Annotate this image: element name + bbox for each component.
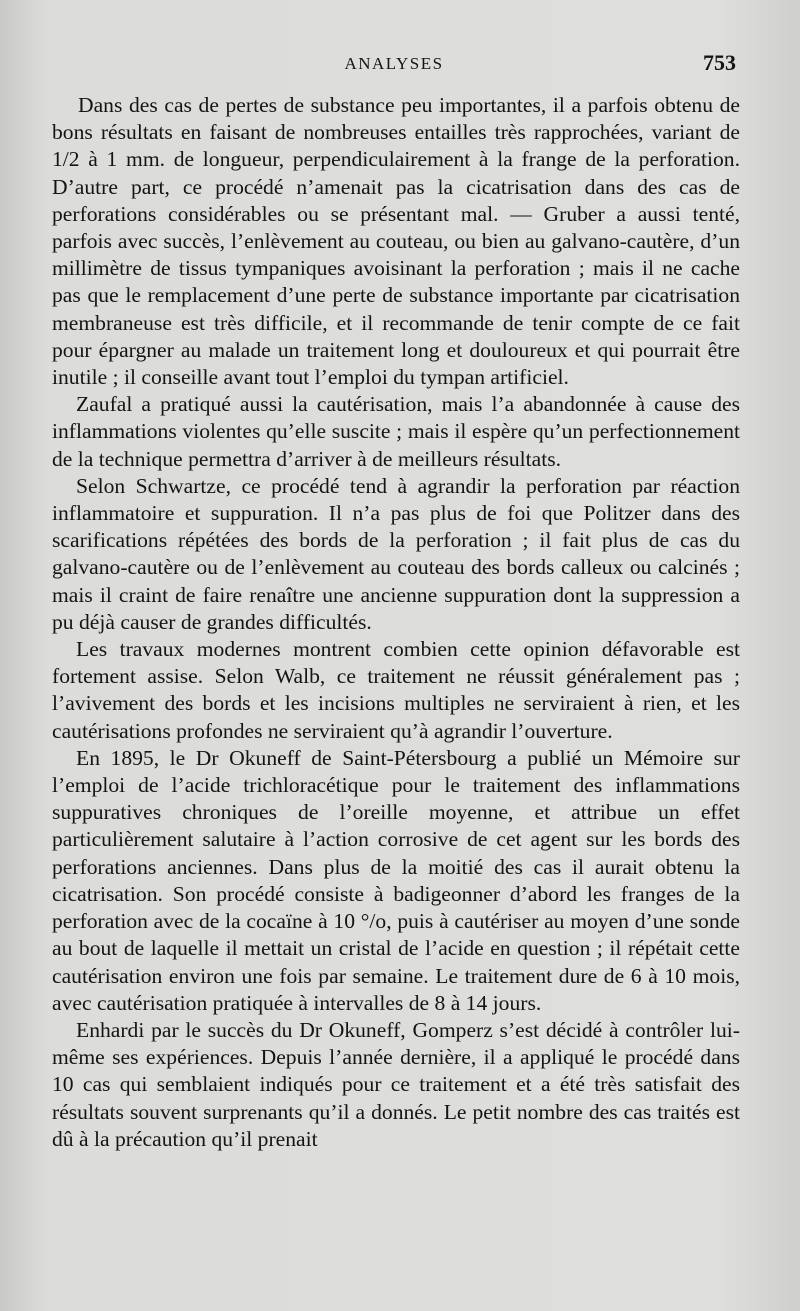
paragraph: Enhardi par le succès du Dr Okuneff, Gomperz s’est décidé à contrôler lui-même ses expériences. Depuis l’année dernière, il a appliqué le procédé dans 10 cas qui semblaient indiqués pour ce traitement et a été très satisfait des résultats souvent surprenants qu’il a donnés. Le petit nombre des cas traités est dû à la précaution qu’il prenait [52,1017,740,1151]
running-head: ANALYSES [344,54,444,73]
paragraph: Selon Schwartze, ce procédé tend à agrandir la perforation par réaction inflammatoire et suppuration. Il n’a pas plus de foi que Politzer dans des scarifications répétées des bords de la perforation ; il fait plus de cas du galvano-cautère ou de l’enlèvement au couteau des bords calleux ou calcinés ; mais il craint de faire renaître une ancienne suppuration dont la suppression a pu déjà causer de grandes difficultés. [52,473,740,634]
page-header [52,50,736,80]
page-number: 753 [703,50,736,75]
body-text [52,92,740,1153]
paragraph: Zaufal a pratiqué aussi la cautérisation, mais l’a abandonnée à cause des inflammations violentes qu’elle suscite ; mais il espère qu’un perfectionnement de la technique permettra d’arriver à de meilleurs résultats. [52,392,740,471]
paragraph: En 1895, le Dr Okuneff de Saint-Pétersbourg a publié un Mémoire sur l’emploi de l’acide trichloracétique pour le traitement des inflammations suppuratives chroniques de l’oreille moyenne, et attribue un effet particulièrement salutaire à l’action corrosive de cet agent sur les bords des perforations anciennes. Dans plus de la moitié des cas il aurait obtenu la cicatrisation. Son procédé consiste à badigeonner d’abord les franges de la perforation avec de la cocaïne à 10 °/o, puis à cautériser au moyen d’une sonde au bout de laquelle il mettait un cristal de l’acide en question ; il répétait cette cautérisation environ une fois par semaine. Le traitement dure de 6 à 10 mois, avec cautérisation pratiquée à intervalles de 8 à 14 jours. [52,745,740,1015]
paragraph: Dans des cas de pertes de substance peu importantes, il a parfois obtenu de bons résultats en faisant de nombreuses entailles très rapprochées, variant de 1/2 à 1 mm. de longueur, perpendiculairement à la frange de la perforation. D’autre part, ce procédé n’amenait pas la cicatrisation dans des cas de perforations considérables ou se présentant mal. — Gruber a aussi tenté, parfois avec succès, l’enlèvement au couteau, ou bien au galvano-cautère, d’un millimètre de tissus tympaniques avoisinant la perforation ; mais il ne cache pas que le remplacement d’une perte de substance importante par cicatrisation membraneuse est très difficile, et il recommande de tenir compte de ce fait pour épargner au malade un traitement long et douloureux et qui pourrait être inutile ; il conseille avant tout l’emploi du tympan artificiel. [52,93,740,390]
paragraph: Les travaux modernes montrent combien cette opinion défavorable est fortement assise. Selon Walb, ce traitement ne réussit généralement pas ; l’avivement des bords et les incisions multiples ne serviraient à rien, et les cautérisations profondes ne serviraient qu’à agrandir l’ouverture. [52,637,740,743]
